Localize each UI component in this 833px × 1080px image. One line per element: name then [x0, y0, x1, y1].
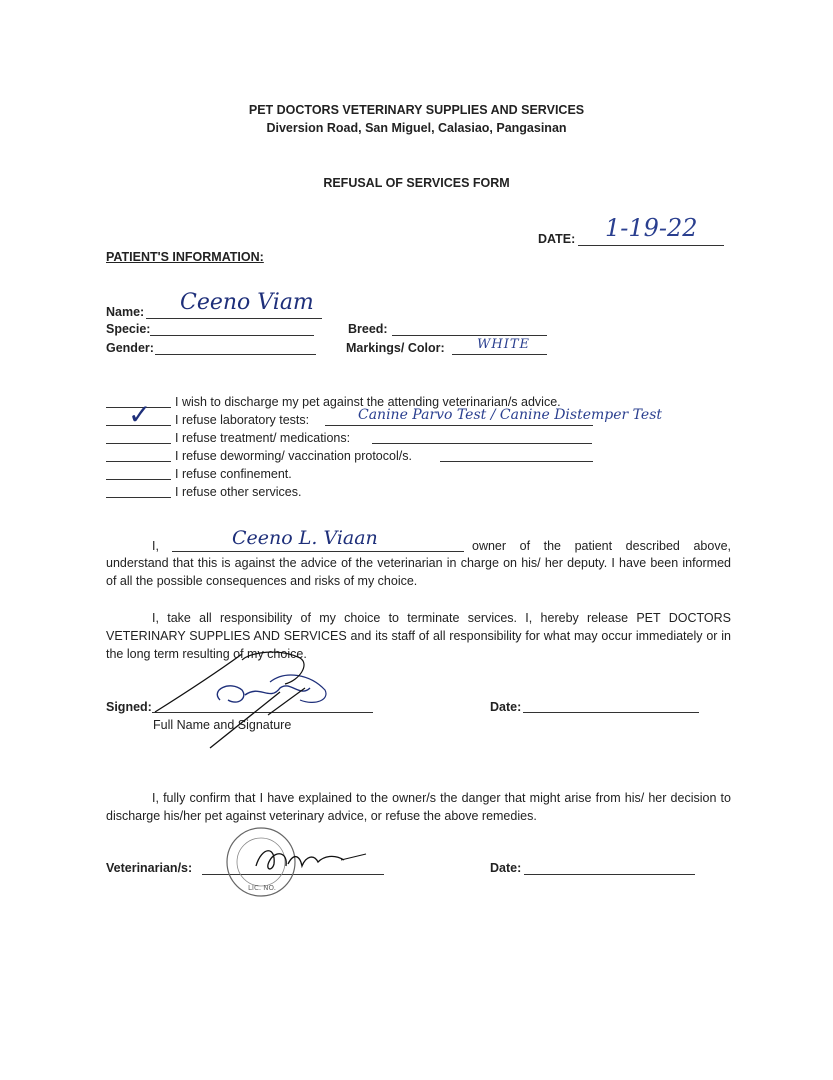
gender-line — [155, 354, 316, 355]
markings-label: Markings/ Color: — [346, 341, 445, 355]
date-label: DATE: — [538, 232, 576, 246]
owner-name: Ceeno L. Viaan — [232, 527, 378, 549]
owner-signature — [150, 640, 370, 750]
option-text-4: I refuse deworming/ vaccination protocol/s. — [175, 449, 412, 463]
signature-caption: Full Name and Signature — [153, 718, 292, 732]
check-mark: ✓ — [128, 398, 152, 431]
specie-line — [150, 335, 314, 336]
statement-body: understand that this is against the advice of the veterinarian in charge on his/ her deputy. I have been informed of all the possible consequences and risks of my choice. — [106, 556, 731, 588]
lab-tests-line — [325, 425, 593, 426]
responsibility-paragraph: I, take all responsibility of my choice to terminate services. I, hereby release PET DOCTORS VETERINARY SUPPLIES AND SERVICES and its staff of all responsibility for what may occur immediately or in the long term resulting of my choice. — [106, 611, 731, 661]
statement-prefix: I, — [152, 539, 159, 553]
markings-line — [452, 354, 547, 355]
treatment-line — [372, 443, 592, 444]
form-title: REFUSAL OF SERVICES FORM — [323, 176, 510, 190]
option-text-5: I refuse confinement. — [175, 467, 292, 481]
vet-date-line[interactable] — [524, 874, 695, 875]
option-blank-3[interactable] — [106, 443, 171, 444]
breed-line — [392, 335, 547, 336]
option-text-2: I refuse laboratory tests: — [175, 413, 310, 427]
veterinarian-label: Veterinarian/s: — [106, 861, 193, 875]
stamp-text: LIC. NO. — [248, 884, 276, 892]
signed-label: Signed: — [106, 700, 152, 714]
option-blank-5[interactable] — [106, 479, 171, 480]
lab-tests-detail: Canine Parvo Test / Canine Distemper Test — [358, 407, 663, 423]
name-label: Name: — [106, 305, 145, 319]
confirmation-paragraph: I, fully confirm that I have explained to the owner/s the danger that might arise from his/ her decision to discharge his/her pet against veterinary advice, or refuse the above remedies. — [106, 791, 731, 823]
option-blank-4[interactable] — [106, 461, 171, 462]
name-line — [146, 318, 322, 319]
org-name: PET DOCTORS VETERINARY SUPPLIES AND SERVICES — [248, 103, 585, 117]
deworming-line — [440, 461, 593, 462]
option-blank-6[interactable] — [106, 497, 171, 498]
date-value: 1-19-22 — [605, 214, 698, 242]
owner-name-line — [172, 551, 464, 552]
org-address: Diversion Road, San Miguel, Calasiao, Pangasinan — [266, 121, 567, 135]
markings-value: WHITE — [477, 337, 530, 352]
option-text-3: I refuse treatment/ medications: — [175, 431, 351, 445]
signed-date-line[interactable] — [523, 712, 699, 713]
option-text-6: I refuse other services. — [175, 485, 302, 499]
option-text-1: I wish to discharge my pet against the attending veterinarian/s advice. — [175, 395, 561, 409]
vet-stamp — [226, 826, 386, 906]
patient-section-title: PATIENT'S INFORMATION: — [106, 250, 264, 264]
date-line — [578, 245, 724, 246]
signed-date-label: Date: — [490, 700, 522, 714]
statement-line1-suffix: owner of the patient described above, — [472, 539, 731, 553]
vet-date-label: Date: — [490, 861, 522, 875]
specie-label: Specie: — [106, 322, 151, 336]
gender-label: Gender: — [106, 341, 154, 355]
name-value: Ceeno Viam — [180, 290, 314, 315]
breed-label: Breed: — [348, 322, 388, 336]
